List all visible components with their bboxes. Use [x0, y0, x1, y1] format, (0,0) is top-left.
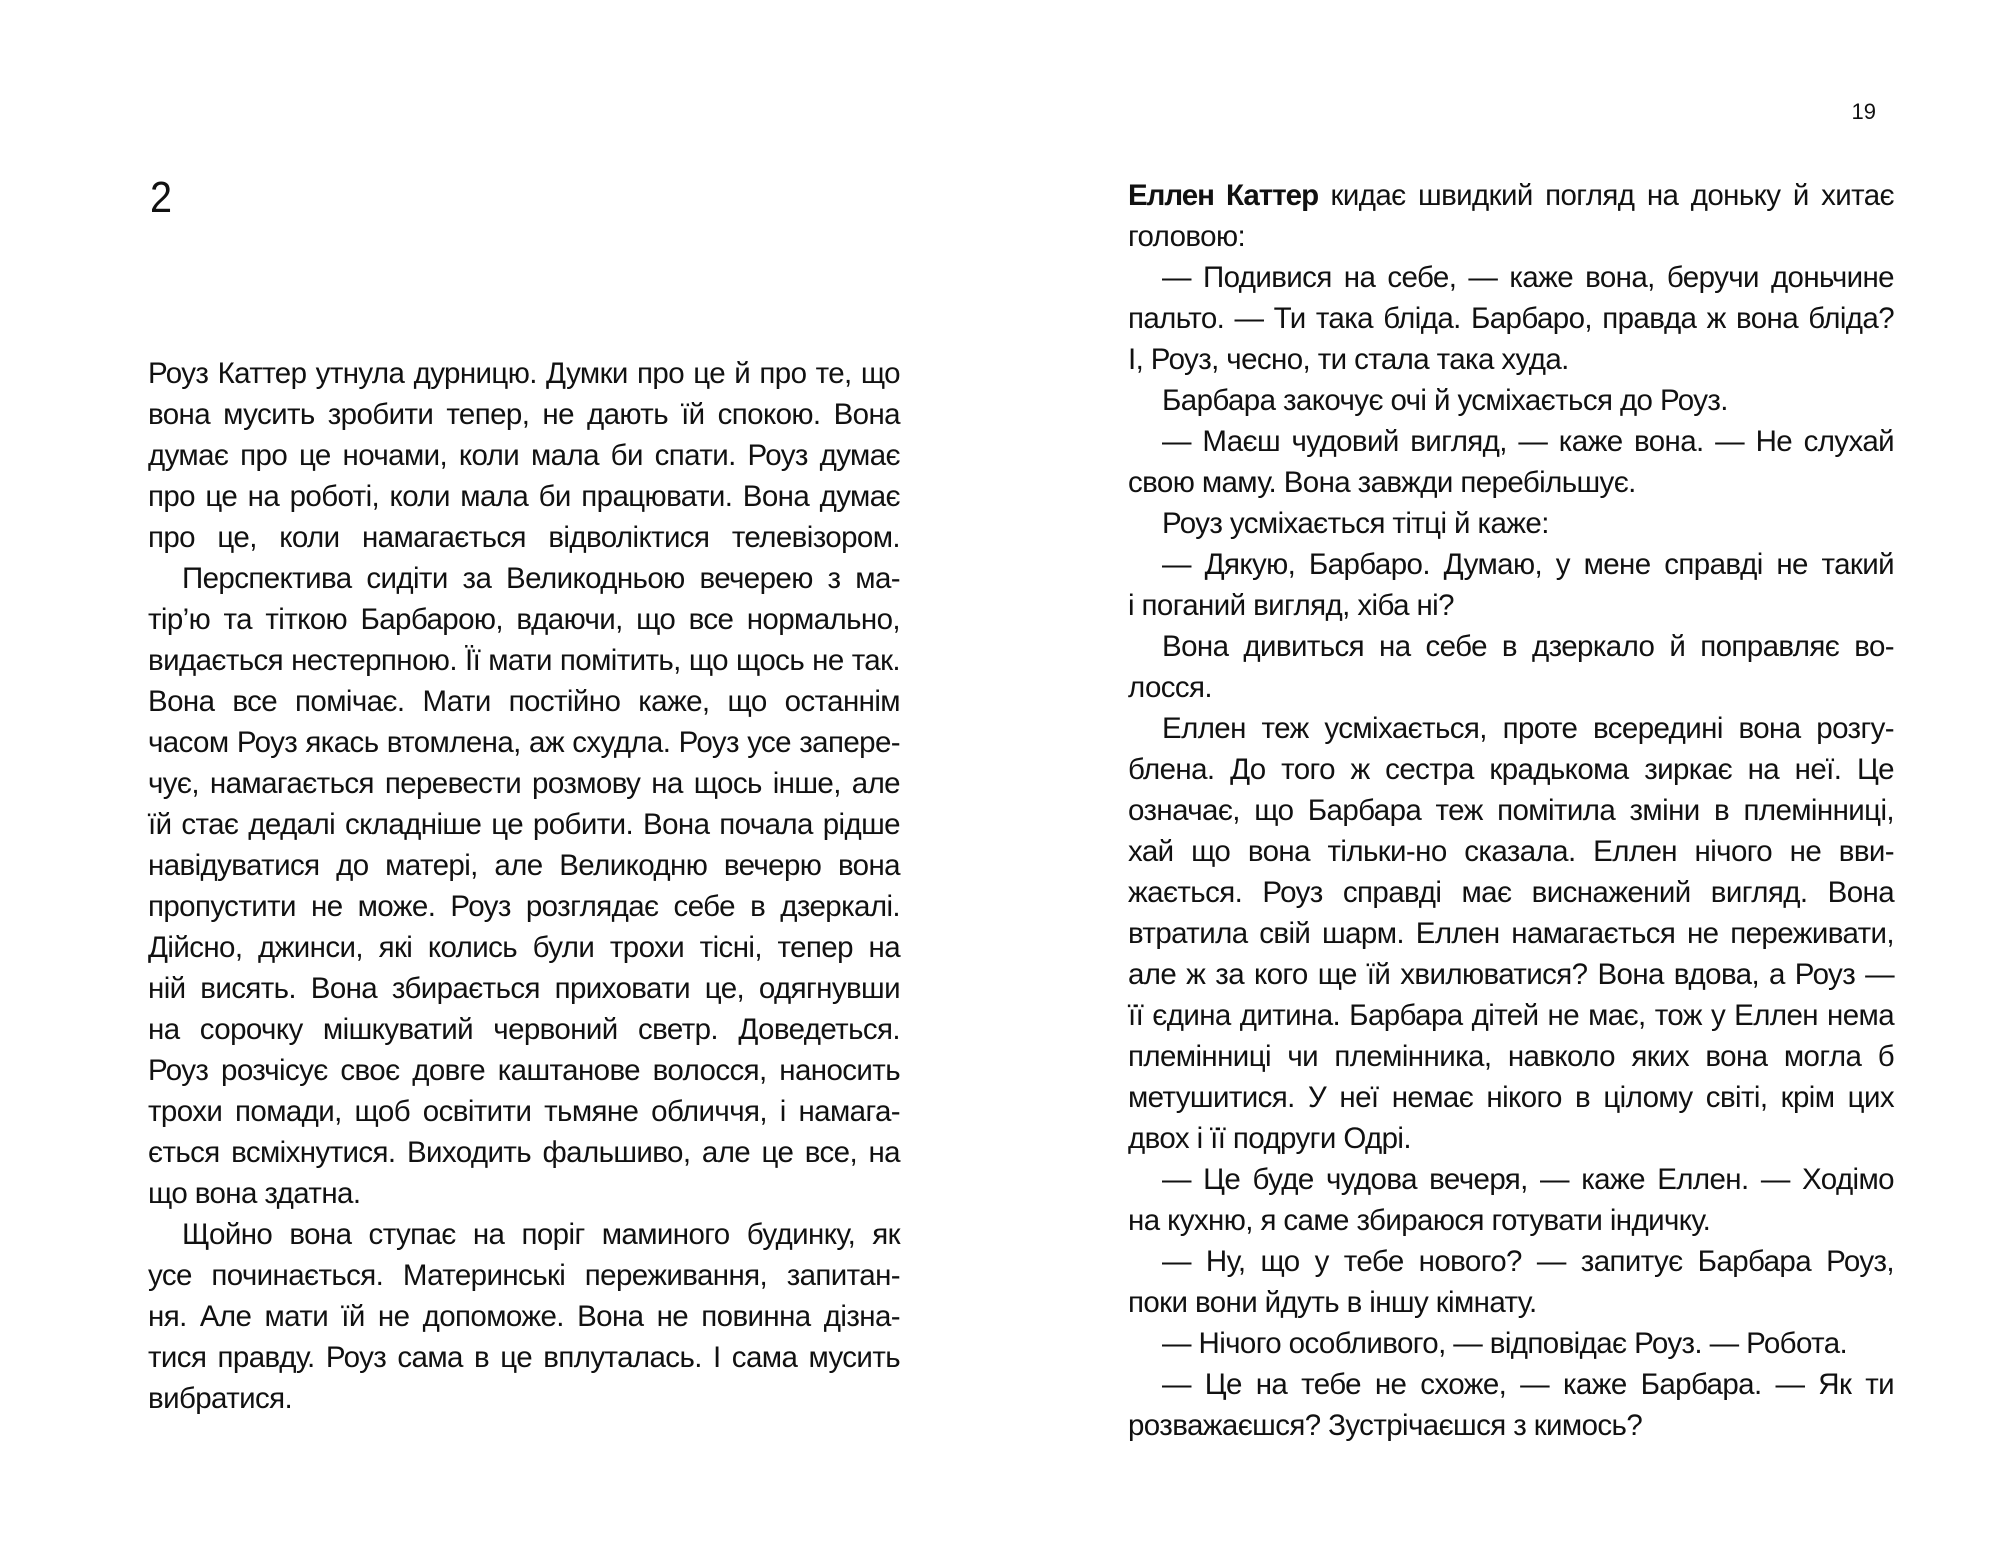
text-line: лосся. — [1128, 671, 1213, 704]
text-line: навідуватися до матері, але Великодню вечерю вона — [148, 849, 900, 882]
text-line: племінниці чи племінника, навколо яких вона могла б — [1128, 1040, 1894, 1073]
text-line — [1128, 175, 1894, 216]
text-line: Перспектива сидіти за Великодньою вечерею з ма- — [182, 562, 900, 595]
text-line: втратила свій шарм. Еллен намагається не переживати, — [1128, 917, 1894, 950]
chapter-number: 2 — [150, 173, 173, 222]
text-line: — Подивися на себе, — каже вона, беручи доньчине — [1162, 261, 1894, 294]
right-page — [1000, 0, 2000, 1556]
text-line: Барбара закочує очі й усміхається до Роуз. — [1162, 384, 1728, 417]
text-line: її єдина дитина. Барбара дітей не має, тож у Еллен нема — [1128, 999, 1894, 1032]
text-line: тися правду. Роуз сама в це вплуталась. І сама мусить — [148, 1341, 900, 1374]
text-line: їй стає дедалі складніше це робити. Вона почала рідше — [148, 808, 900, 841]
text-line: і поганий вигляд, хіба ні? — [1128, 589, 1454, 622]
text-line: що вона здатна. — [148, 1177, 361, 1210]
text-line: розважаєшся? Зустрічаєшся з кимось? — [1128, 1409, 1643, 1442]
text-line: — Маєш чудовий вигляд, — каже вона. — Не слухай — [1162, 425, 1894, 458]
text-line: чує, намагається перевести розмову на щось інше, але — [148, 767, 900, 800]
text-line: жається. Роуз справді має виснажений вигляд. Вона — [1128, 876, 1894, 909]
text-line: тір’ю та тіткою Барбарою, вдаючи, що все нормально, — [148, 603, 900, 636]
text-line: на сорочку мішкуватий червоний светр. Доведеться. — [148, 1013, 900, 1046]
text-line: вона мусить зробити тепер, не дають їй спокою. Вона — [148, 398, 900, 431]
text-line: ня. Але мати їй не допоможе. Вона не повинна дізна- — [148, 1300, 900, 1333]
page-number: 19 — [1851, 99, 1876, 124]
text-line: усе починається. Материнські переживання, запитан- — [148, 1259, 900, 1292]
text-line: метушитися. У неї немає нікого в цілому світі, крім цих — [1128, 1081, 1894, 1114]
text-line: Вона все помічає. Мати постійно каже, що останнім — [148, 685, 900, 718]
text-line: ній висять. Вона збирається приховати це, одягнувши — [148, 972, 900, 1005]
text-line: Роуз усміхається тітці й каже: — [1162, 507, 1549, 540]
text-line: блена. До того ж сестра крадькома зиркає на неї. Це — [1128, 753, 1894, 786]
text-line: але ж за кого ще їй хвилюватися? Вона вдова, а Роуз — — [1128, 958, 1894, 991]
text-line: пропустити не може. Роуз розглядає себе в дзеркалі. — [148, 890, 900, 923]
text-line: ється всміхнутися. Виходить фальшиво, але це все, на — [148, 1136, 900, 1169]
text-line: на кухню, я саме збираюся готувати індичку. — [1128, 1204, 1711, 1237]
text-line: — Дякую, Барбаро. Думаю, у мене справді не такий — [1162, 548, 1894, 581]
text-line: Еллен теж усміхається, проте всередині вона розгу- — [1162, 712, 1894, 745]
text-line: Роуз розчісує своє довге каштанове волосся, наносить — [148, 1054, 900, 1087]
text-line: двох і її подруги Одрі. — [1128, 1122, 1411, 1155]
right-page-body-text — [1128, 175, 1894, 1446]
text-line: поки вони йдуть в іншу кімнату. — [1128, 1286, 1537, 1319]
text-line: про це на роботі, коли мала би працювати. Вона думає — [148, 480, 900, 513]
text-line: думає про це ночами, коли мала би спати. Роуз думає — [148, 439, 900, 472]
text-line: свою маму. Вона завжди перебільшує. — [1128, 466, 1636, 499]
text-line: про це, коли намагається відволіктися телевізором. — [148, 521, 900, 554]
text-line: І, Роуз, чесно, ти стала така худа. — [1128, 343, 1569, 376]
text-line: Дійсно, джинси, які колись були трохи тісні, тепер на — [148, 931, 900, 964]
text-line: — Це буде чудова вечеря, — каже Еллен. — Ходімо — [1162, 1163, 1894, 1196]
text-line: — Ну, що у тебе нового? — запитує Барбара Роуз, — [1162, 1245, 1894, 1278]
text-line: часом Роуз якась втомлена, аж схудла. Роуз усе запере- — [148, 726, 900, 759]
text-line: — Це на тебе не схоже, — каже Барбара. — Як ти — [1162, 1368, 1894, 1401]
text-line: хай що вона тільки-но сказала. Еллен нічого не вви- — [1128, 835, 1894, 868]
text-line: трохи помади, щоб освітити тьмяне обличчя, і намага- — [148, 1095, 900, 1128]
text-line: видається нестерпною. Її мати помітить, що щось не так. — [148, 644, 900, 677]
text-line: головою: — [1128, 220, 1246, 253]
left-page-body-text — [148, 353, 900, 1419]
text-line: пальто. — Ти така бліда. Барбаро, правда ж вона бліда? — [1128, 302, 1894, 335]
text-line: Вона дивиться на себе в дзеркало й поправляє во- — [1162, 630, 1894, 663]
character-name-bold: Еллен Каттер — [1128, 179, 1319, 212]
text-line: Роуз Каттер утнула дурницю. Думки про це й про те, що — [148, 357, 900, 390]
text-line-rest: кидає швидкий погляд на доньку й хитає — [1318, 179, 1894, 212]
text-line: означає, що Барбара теж помітила зміни в племінниці, — [1128, 794, 1894, 827]
text-line: вибратися. — [148, 1382, 293, 1415]
text-line: Щойно вона ступає на поріг маминого будинку, як — [182, 1218, 900, 1251]
text-line: — Нічого особливого, — відповідає Роуз. — Робота. — [1162, 1327, 1848, 1360]
